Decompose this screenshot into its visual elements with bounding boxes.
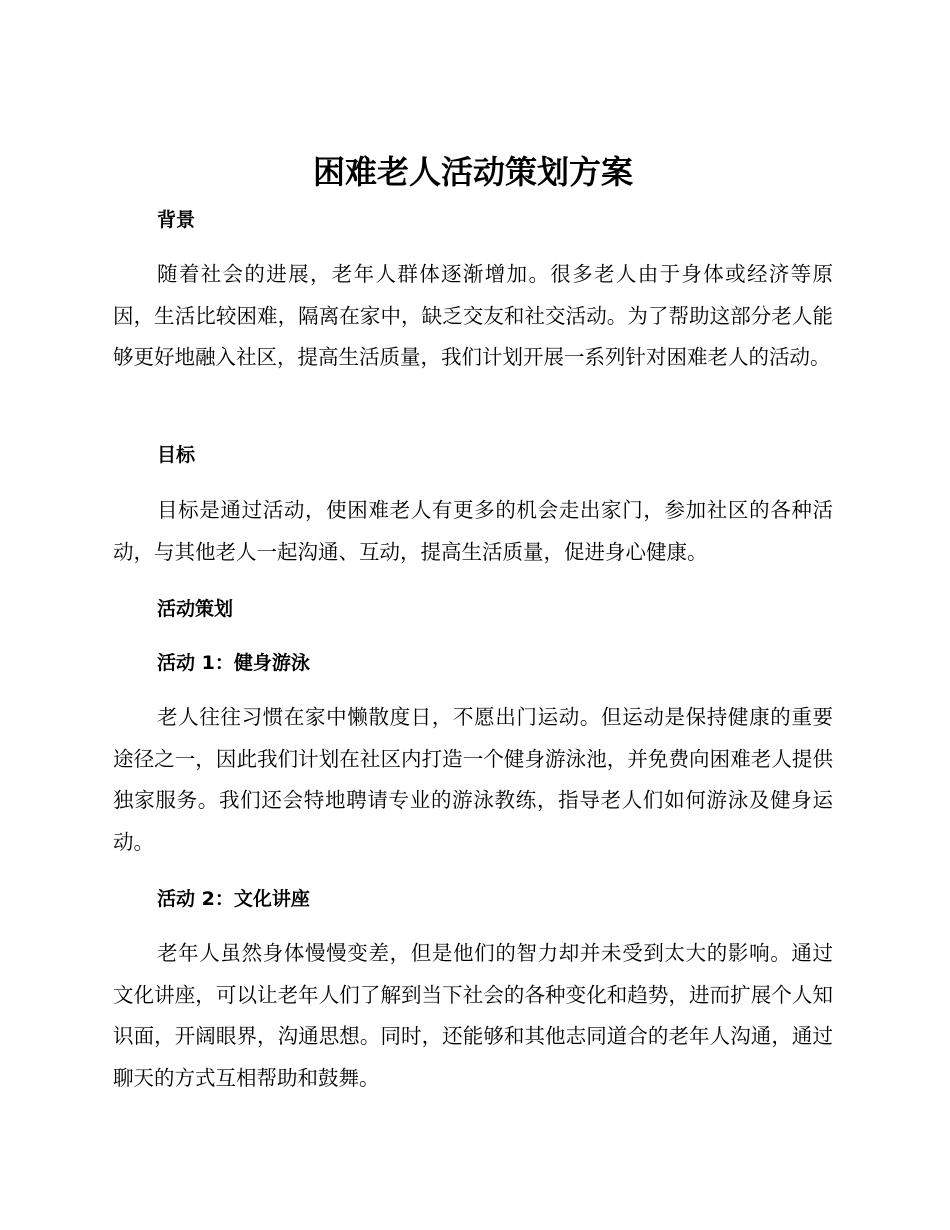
section-paragraph-activity-2: 老年人虽然身体慢慢变差，但是他们的智力却并未受到太大的影响。通过文化讲座，可以让老年人们了解到当下社会的各种变化和趋势，进而扩展个人知识面，开阔眼界，沟通思想。同时，还能够和其他志同道合的老年人沟通，通过聊天的方式互相帮助和鼓舞。 <box>113 941 833 1090</box>
section-paragraph-goal: 目标是通过活动，使困难老人有更多的机会走出家门，参加社区的各种活动，与其他老人一起沟通、互动，提高生活质量，促进身心健康。 <box>113 498 833 564</box>
section-heading-background: 背景 <box>157 209 196 231</box>
document-title: 困难老人活动策划方案 <box>312 153 633 191</box>
section-heading-activity-1: 活动 1：健身游泳 <box>157 652 310 674</box>
section-heading-activity-2: 活动 2：文化讲座 <box>157 888 310 910</box>
section-paragraph-activity-1: 老人往往习惯在家中懒散度日，不愿出门运动。但运动是保持健康的重要途径之一，因此我们计划在社区内打造一个健身游泳池，并免费向困难老人提供独家服务。我们还会特地聘请专业的游泳教练，指导老人们如何游泳及健身运动。 <box>113 705 833 854</box>
section-heading-goal: 目标 <box>157 444 196 466</box>
section-paragraph-background: 随着社会的进展，老年人群体逐渐增加。很多老人由于身体或经济等原因，生活比较困难，隔离在家中，缺乏交友和社交活动。为了帮助这部分老人能够更好地融入社区，提高生活质量，我们计划开展一系列针对困难老人的活动。 <box>113 262 833 369</box>
section-heading-planning: 活动策划 <box>157 598 234 620</box>
